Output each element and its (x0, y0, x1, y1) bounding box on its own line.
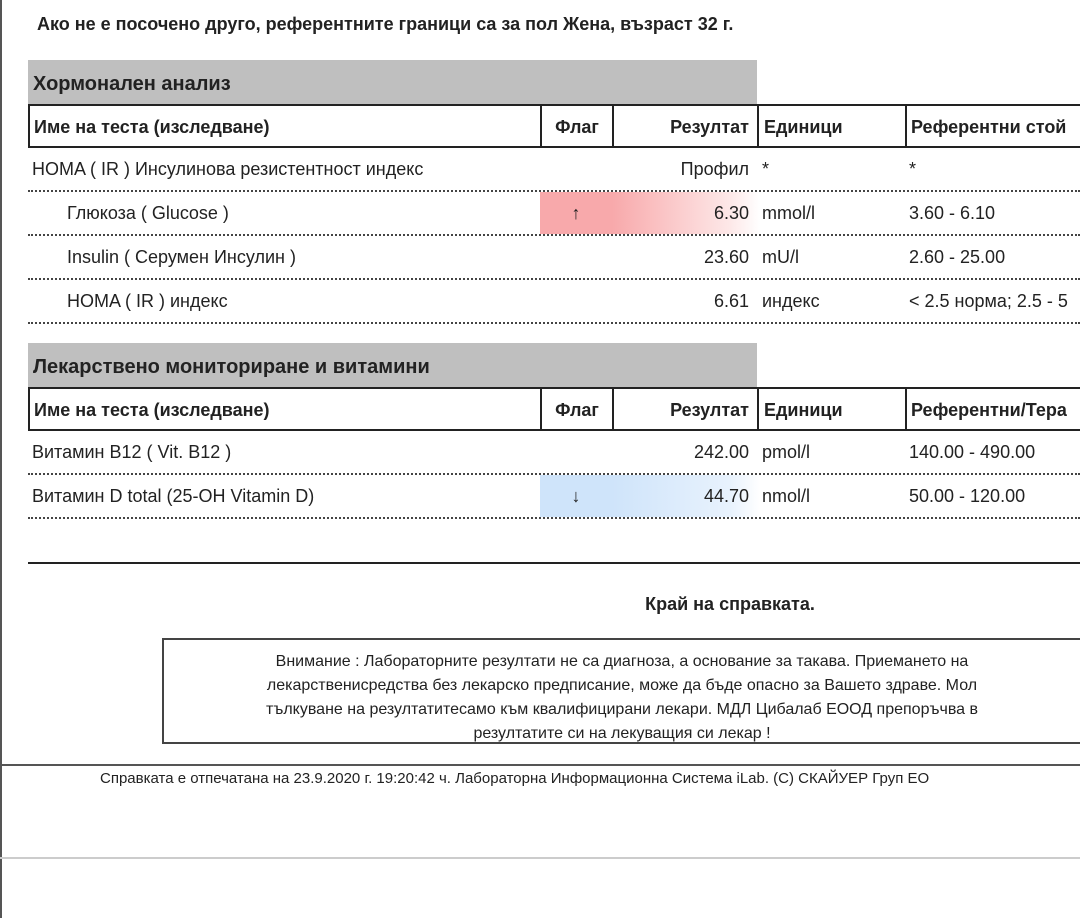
units: mU/l (762, 247, 799, 267)
vitamins-table (28, 387, 1080, 519)
test-name: Глюкоза ( Glucose ) (67, 203, 229, 223)
result: 242.00 (693, 442, 749, 462)
print-footer: Справката е отпечатана на 23.9.2020 г. 19:20:42 ч. Лабораторна Информационна Система iLab. (C) СКАЙУЕР Груп ЕО (100, 770, 930, 787)
section-title-hormonal: Хормонален анализ (28, 60, 757, 104)
reference: < 2.5 норма; 2.5 - 5 (909, 291, 1068, 311)
reference: * (909, 159, 917, 179)
page-left-border (0, 0, 2, 918)
header-result: Резултат (614, 389, 759, 429)
divider (28, 562, 1080, 564)
table-row (28, 431, 1080, 475)
disclaimer-line: Внимание : Лабораторните резултати не са диагноза, а основание за такава. Приемането на (275, 653, 969, 670)
section-title-drugs-vitamins: Лекарствено мониториране и витамини (28, 343, 757, 387)
result: 6.30 (713, 203, 749, 223)
units: индекс (762, 291, 820, 311)
header-ref: Референтни стой (911, 117, 1067, 137)
reference-note: Ако не е посочено друго, референтните граници са за пол Жена, възраст 32 г. (37, 14, 734, 34)
test-name: HOMA ( IR ) индекс (67, 291, 228, 311)
reference: 3.60 - 6.10 (909, 203, 996, 223)
table-header (28, 104, 1080, 148)
test-name: Витамин B12 ( Vit. B12 ) (32, 442, 232, 462)
disclaimer-line: тълкуване на резултатитесамо към квалифицирани лекари. МДЛ Цибалаб ЕООД препоръчва в (266, 701, 978, 718)
units: pmol/l (762, 442, 811, 462)
units: * (762, 159, 770, 179)
header-units: Единици (759, 106, 907, 146)
table-row (28, 148, 1080, 192)
flag-down-arrow-icon: ↓ (571, 486, 581, 506)
header-flag: Флаг (542, 389, 614, 429)
reference: 140.00 - 490.00 (909, 442, 1036, 462)
result: Профил (680, 159, 749, 179)
hormonal-table (28, 104, 1080, 324)
result: 23.60 (703, 247, 749, 267)
result: 6.61 (713, 291, 749, 311)
header-name: Име на теста (изследване) (30, 389, 542, 429)
table-header (28, 387, 1080, 431)
table-row (28, 236, 1080, 280)
test-name: Insulin ( Серумен Инсулин ) (67, 247, 296, 267)
disclaimer-line: резултатите си на лекуващия си лекар ! (473, 725, 771, 742)
disclaimer-line: лекарственисредства без лекарско предписание, може да бъде опасно за Вашето здраве. Мол (266, 677, 978, 694)
table-row (28, 475, 1080, 519)
table-row (28, 192, 1080, 236)
units: mmol/l (762, 203, 815, 223)
divider (0, 764, 1080, 766)
disclaimer-box (162, 638, 1080, 744)
reference: 50.00 - 120.00 (909, 486, 1026, 506)
header-result: Резултат (614, 106, 759, 146)
end-of-report: Край на справката. (645, 594, 815, 614)
header-name: Име на теста (изследване) (30, 106, 542, 146)
reference: 2.60 - 25.00 (909, 247, 1006, 267)
units: nmol/l (762, 486, 811, 506)
header-flag: Флаг (542, 106, 614, 146)
flag-up-arrow-icon: ↑ (571, 203, 581, 223)
header-units: Единици (759, 389, 907, 429)
divider (0, 857, 1080, 859)
table-row (28, 280, 1080, 324)
result: 44.70 (703, 486, 749, 506)
test-name: HOMA ( IR ) Инсулинова резистентност индекс (32, 159, 424, 179)
header-ref: Референтни/Тера (911, 400, 1067, 420)
test-name: Витамин D total (25-OH Vitamin D) (32, 486, 315, 506)
